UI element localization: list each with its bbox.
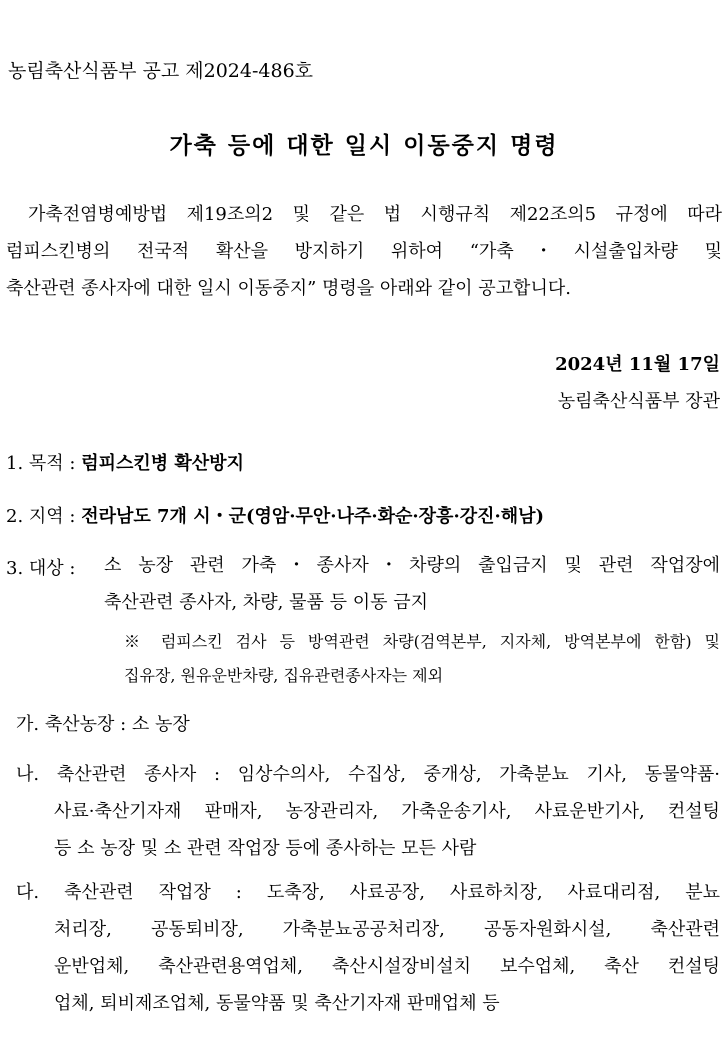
region-label: 2. 지역 : xyxy=(6,506,76,527)
notice-date: 2024년 11월 17일 xyxy=(555,354,720,375)
target-label: 3. 대상 : xyxy=(6,558,76,579)
na-line: 나. 축산관련 종사자 : 임상수의사, 수집상, 중개상, 가축분뇨 기사, 동물약품· xyxy=(16,764,720,785)
note-line: 집유장, 원유운반차량, 집유관련종사자는 제외 xyxy=(124,666,444,685)
da-line: 다. 축산관련 작업장 : 도축장, 사료공장, 사료하치장, 사료대리점, 분뇨 xyxy=(16,882,720,903)
purpose-value: 럼피스킨병 확산방지 xyxy=(81,453,244,474)
na-line: 등 소 농장 및 소 관련 작업장 등에 종사하는 모든 사람 xyxy=(54,838,477,859)
region-value: 전라남도 7개 시・군(영암·무안·나주·화순·장흥·강진·해남) xyxy=(81,506,545,527)
intro-line: 축산관련 종사자에 대한 일시 이동중지” 명령을 아래와 같이 공고합니다. xyxy=(6,278,571,299)
intro-line: 가축전염병예방법 제19조의2 및 같은 법 시행규칙 제22조의5 규정에 따라 xyxy=(28,204,722,225)
intro-paragraph xyxy=(6,196,722,307)
note-line: ※ 럼피스킨 검사 등 방역관련 차량(검역본부, 지자체, 방역본부에 한함) 및 xyxy=(124,632,720,651)
target-text xyxy=(104,547,720,621)
target-line: 소 농장 관련 가축・종사자・차량의 출입금지 및 관련 작업장에 xyxy=(104,555,720,576)
exemption-note xyxy=(124,625,720,693)
document-title: 가축 등에 대한 일시 이동중지 명령 xyxy=(169,132,559,159)
da-line: 운반업체, 축산관련용역업체, 축산시설장비설치 보수업체, 축산 컨설팅 xyxy=(54,956,720,977)
signatory: 농림축산식품부 장관 xyxy=(557,391,720,412)
intro-line: 럼피스킨병의 전국적 확산을 방지하기 위하여 “가축・시설출입차량 및 xyxy=(6,241,722,262)
sub-item-ga: 가. 축산농장 : 소 농장 xyxy=(16,714,190,735)
target-line: 축산관련 종사자, 차량, 물품 등 이동 금지 xyxy=(104,592,428,613)
sub-item-da xyxy=(16,874,720,1022)
sub-item-na xyxy=(16,756,720,867)
purpose-label: 1. 목적 : xyxy=(6,453,76,474)
item-purpose xyxy=(6,449,244,475)
na-line: 사료·축산기자재 판매자, 농장관리자, 가축운송기사, 사료운반기사, 컨설팅 xyxy=(54,801,720,822)
item-region xyxy=(6,502,544,528)
da-line: 업체, 퇴비제조업체, 동물약품 및 축산기자재 판매업체 등 xyxy=(54,993,500,1014)
notice-number: 농림축산식품부 공고 제2024-486호 xyxy=(8,60,314,82)
da-line: 처리장, 공동퇴비장, 가축분뇨공공처리장, 공동자원화시설, 축산관련 xyxy=(54,919,720,940)
